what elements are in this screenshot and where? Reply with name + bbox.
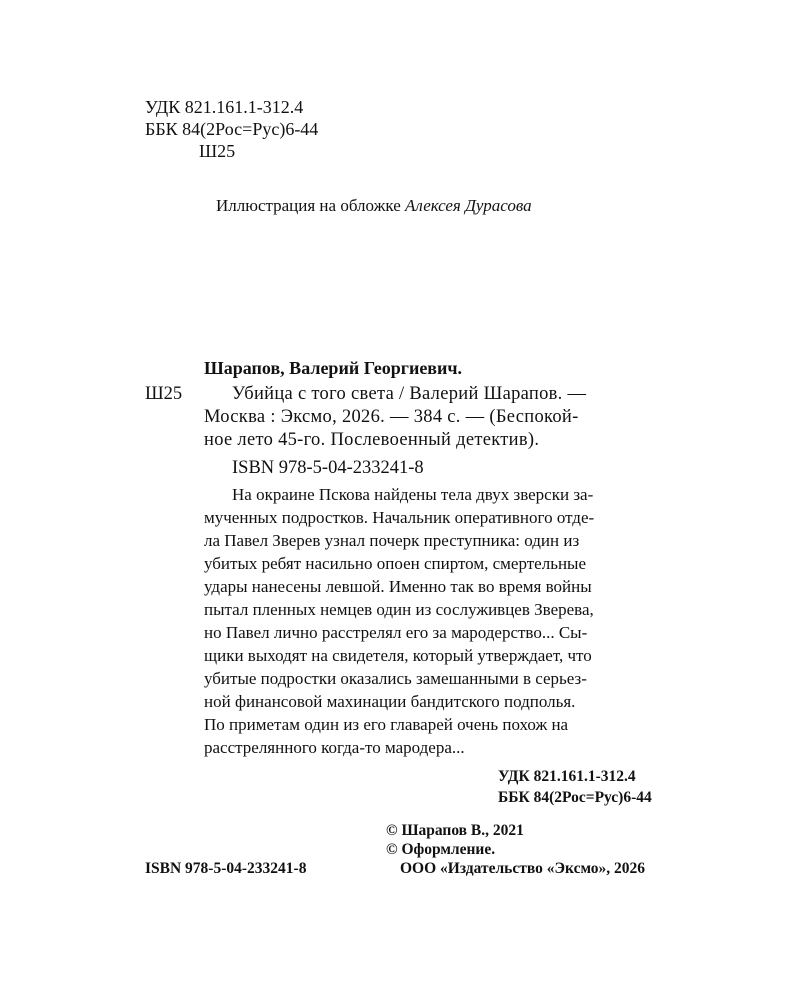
bbk-code-bottom: ББК 84(2Рос=Рус)6-44 — [498, 789, 652, 806]
isbn-bottom: ISBN 978-5-04-233241-8 — [145, 860, 307, 877]
author-mark-top: Ш25 — [199, 141, 236, 161]
annotation-line: убитых ребят насильно опоен спиртом, смертельные — [204, 554, 587, 573]
catalog-title-line: Убийца с того света / Валерий Шарапов. — — [232, 384, 587, 404]
annotation-line: По приметам один из его главарей очень похож на — [204, 715, 569, 734]
annotation-line: пытал пленных немцев один из сослуживцев Зверева, — [204, 600, 594, 619]
catalog-series-line: ное лето 45-го. Послевоенный детектив). — [204, 430, 540, 450]
annotation-line: ла Павел Зверев узнал почерк преступника: один из — [204, 531, 580, 550]
illustration-prefix: Иллюстрация на обложке — [216, 196, 401, 215]
copyright-author: © Шарапов В., 2021 — [386, 822, 524, 839]
udk-code-top: УДК 821.161.1-312.4 — [145, 97, 304, 117]
copyright-design: © Оформление. — [386, 841, 496, 858]
annotation-line: мученных подростков. Начальник оперативного отде- — [204, 508, 595, 527]
illustration-artist: Алексея Дурасова — [405, 196, 532, 215]
bbk-code-top: ББК 84(2Рос=Рус)6-44 — [145, 119, 319, 139]
catalog-author: Шарапов, Валерий Георгиевич. — [204, 358, 463, 378]
catalog-isbn: ISBN 978-5-04-233241-8 — [232, 458, 424, 478]
udk-code-bottom: УДК 821.161.1-312.4 — [498, 768, 636, 785]
annotation-line: ной финансовой махинации бандитского подполья. — [204, 692, 576, 711]
annotation-line: удары нанесены левшой. Именно так во время войны — [204, 577, 592, 596]
catalog-publisher-line: Москва : Эксмо, 2026. — 384 с. — (Беспокой- — [204, 407, 579, 427]
annotation-line: но Павел лично расстрелял его за мародерство... Сы- — [204, 623, 588, 642]
illustration-credit — [216, 196, 532, 216]
annotation-line: убитые подростки оказались замешанными в серьез- — [204, 669, 587, 688]
annotation-line: расстрелянного когда-то мародера... — [204, 738, 465, 757]
annotation-line: На окраине Пскова найдены тела двух зверски за- — [232, 485, 594, 504]
copyright-publisher: ООО «Издательство «Эксмо», 2026 — [400, 860, 646, 877]
annotation-line: щики выходят на свидетеля, который утверждает, что — [204, 646, 592, 665]
catalog-author-mark: Ш25 — [145, 384, 183, 404]
